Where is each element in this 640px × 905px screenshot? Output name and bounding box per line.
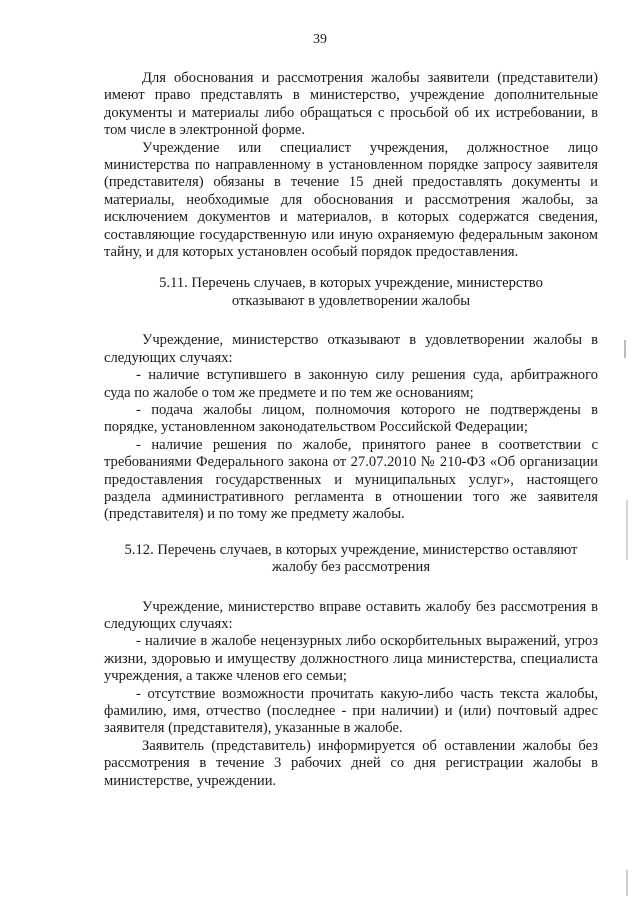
scan-edge-mark [624, 340, 626, 358]
list-item: - подача жалобы лицом, полномочия которого не подтверждены в порядке, установленном законодательством Российской Федерации; [104, 401, 598, 436]
scan-edge-mark [626, 870, 628, 896]
paragraph-refusal-intro: Учреждение, министерство отказывают в удовлетворении жалобы в следующих случаях: [104, 332, 598, 366]
list-item: - наличие вступившего в законную силу решения суда, арбитражного суда по жалобе о том же предмете и по тем же основаниям; [104, 367, 598, 401]
document-body [104, 70, 598, 790]
page-number: 39 [313, 32, 327, 47]
paragraph-document-request: Учреждение или специалист учреждения, должностное лицо министерства по направленному в установленном порядке запросу заявителя (представителя) обязаны в течение 15 дней предоставлять документы и материалы, необходимые для обоснования и рассмотрения жалобы, за исключением документов и материалов, в которых содержатся сведения, составляющие государственную или иную охраняемую федеральным законом тайну, и для которых установлен особый порядок предоставления. [104, 139, 598, 261]
list-item: - отсутствие возможности прочитать какую-либо часть текста жалобы, фамилию, имя, отчество (последнее - при наличии) и (или) почтовый адрес заявителя (представителя), указанные в жалобе. [104, 685, 598, 737]
section-heading-5-11: 5.11. Перечень случаев, в которых учреждение, министерство отказывают в удовлетворении жалобы [159, 275, 543, 309]
paragraph-additional-documents: Для обоснования и рассмотрения жалобы заявители (представители) имеют право представлять в министерство, учреждение дополнительные документы и материалы либо обращаться с просьбой об их истребовании, в том числе в электронной форме. [104, 70, 598, 139]
paragraph-no-review-intro: Учреждение, министерство вправе оставить жалобу без рассмотрения в следующих случаях: [104, 598, 598, 632]
section-heading-5-12: 5.12. Перечень случаев, в которых учреждение, министерство оставляют жалобу без рассмотрения [124, 541, 578, 576]
list-item: - наличие решения по жалобе, принятого ранее в соответствии с требованиями Федерального закона от 27.07.2010 № 210-ФЗ «Об организации предоставления государственных и муниципальных услуг», настоящего раздела административного регламента в отношении того же заявителя (представителя) и по тому же предмету жалобы. [104, 436, 598, 523]
paragraph-notification: Заявитель (представитель) информируется об оставлении жалобы без рассмотрения в течение 3 рабочих дней со дня регистрации жалобы в министерстве, учреждении. [104, 737, 598, 789]
scan-edge-mark [626, 500, 628, 560]
list-item: - наличие в жалобе нецензурных либо оскорбительных выражений, угроз жизни, здоровью и имуществу должностного лица министерства, специалиста учреждения, а также членов его семьи; [104, 633, 598, 685]
